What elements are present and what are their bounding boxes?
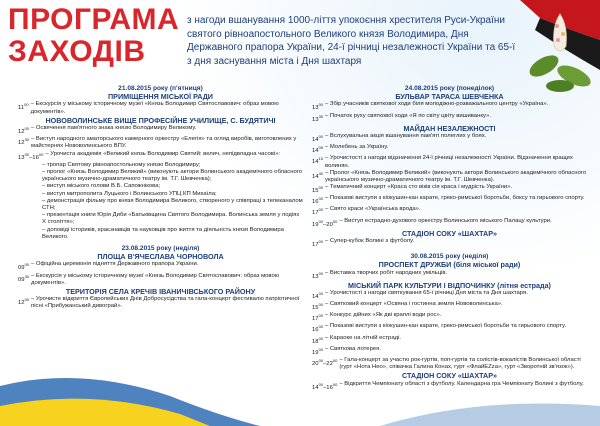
schedule-entry: [312, 155, 587, 169]
venue-heading: СТАДІОН СОКУ «ШАХТАР»: [401, 228, 498, 238]
entry-time: $16^{00}$: [312, 196, 324, 206]
schedule-entry: [312, 170, 587, 184]
entry-text: – Супер-кубок Волині з футболу.: [325, 238, 415, 244]
entry-text: – Освячення пам'ятного знака князю Володимиру Великому.: [31, 125, 197, 132]
entry-time: $14^{00}-16^{00}$: [312, 381, 338, 391]
entry-text: – Виступ естрадно-духового оркестру Волинського міського Палацу культури.: [339, 217, 552, 224]
schedule-entry: [312, 113, 587, 124]
schedule-entry: [312, 301, 587, 312]
entry-time: $13^{00}$: [312, 270, 324, 280]
schedule-entry: [18, 125, 303, 136]
entry-text: – Гала-концерт за участю рок-гуртів, поп-гуртів та солістів-вокалістів Волинської області (гурт «Нота Нео», співачка Галина Конах, гурт «ФлайЕZza», гурт «Зворотній зв'язок»).: [339, 356, 581, 371]
venue-heading: МАЙДАН НЕЗАЛЕЖНОСТІ: [403, 123, 496, 133]
entry-text: – Екскурсія у міському історичному музеї «Князь Володимир Святославович: образ мовою документів».: [30, 101, 279, 115]
entry-text: – Збір учасників святкової ходи біля молодіжно-розважального центру «Україна».: [325, 101, 549, 108]
sub-item: – пролог «Князь Володимир Великий» (виконують актори Волинського академічного обласного українського музично-драматичного театру ім. Т.Г. Шевченка);: [42, 168, 303, 183]
venue-heading: ТЕРИТОРІЯ СЕЛА КРЕЧІВ ІВАНИЧІВСЬКОГО РАЙОНУ: [65, 286, 256, 296]
entry-time: $13^{00}-16^{00}$: [18, 151, 44, 161]
entry-text: – Початок руху святкової ходи «Я по світу цвіту вишиванку».: [325, 112, 491, 119]
title-line-2: ЗАХОДІВ: [8, 35, 146, 68]
title-line-1: ПРОГРАМА: [8, 3, 180, 36]
schedule-entry: [312, 312, 587, 323]
entry-time: $14^{40}$: [312, 170, 324, 180]
entry-text: – Молебень за Україну.: [325, 144, 389, 151]
date-heading: 24.08.2015 року (понеділок): [404, 85, 495, 92]
entry-time: $17^{00}$: [312, 207, 324, 217]
schedule-entry: [312, 206, 587, 217]
entry-text: – Офіційна церемонія підняття Державного прапора України.: [31, 261, 199, 268]
entry-time: $17^{00}$: [312, 313, 324, 323]
entry-time: $18^{00}$: [312, 335, 324, 345]
schedule-entry: [312, 270, 587, 281]
schedule-entry: [312, 218, 587, 229]
entry-time: $20^{00}-22^{00}$: [312, 357, 338, 367]
entry-time: $14^{00}$: [312, 133, 324, 143]
sub-item: – доповіді істориків, краєзнавців та науковців про життя та діяльність князя Володимира Великого.: [42, 226, 284, 240]
entry-text: – Показові виступи з кіокушин-кан карате, греко-римської боротьби та гирьового спорту.: [325, 323, 567, 330]
sub-item: – виступ міського голови В.Б. Сапожнікова;: [42, 183, 161, 190]
entry-text: – Урочиста академія «Великий князь Володимир Святий: велич, непідвладна часові»:: [45, 150, 281, 157]
entry-text: – Конкурс дійних «Як дві краплі води рос».: [325, 312, 442, 319]
entry-text: – Виставка творчих робіт народних умільців.: [325, 269, 448, 276]
sub-item: – презентація книги Юрія Диби «Батьківщина Святого Володимира. Волинська земля у подіях Х століття»;: [42, 212, 300, 226]
entry-time: $14^{15}$: [312, 156, 324, 166]
entry-time: $09^{00}$: [18, 262, 30, 272]
schedule-entry: [18, 296, 303, 310]
entry-time: $19^{00}-20^{00}$: [312, 218, 338, 228]
schedule-entry: [312, 335, 587, 346]
schedule-entry: [312, 184, 587, 195]
entry-time: $11^{00}$: [18, 102, 29, 112]
entry-time: $15^{00}$: [312, 185, 324, 195]
venue-heading: ПРИМІЩЕННЯ МІСЬКОЇ РАДИ: [108, 92, 213, 102]
entry-time: $16^{00}$: [312, 324, 324, 334]
right-column: [312, 84, 587, 392]
entry-text: – Показові виступи з кіокушин-кан карате, греко-римської боротьби, боксу та гирьового спорту.: [325, 195, 585, 202]
entry-text: – Тематичний концерт «Краса сто віків сія краса і мудрість України».: [325, 184, 513, 191]
entry-text: – Виступ народного аматорського камерного оркестру «Елегія» та огляд виробів, виготовлених у майстернях Нововолинського ВПУ.: [31, 136, 297, 150]
schedule-entry: [312, 323, 587, 334]
entry-time: $15^{00}$: [312, 302, 324, 312]
entry-text: – Екскурсія у міському історичному музеї «Князь Володимир Святославович: образ мовою документів».: [31, 272, 280, 286]
program-title: [8, 4, 180, 68]
program-subtitle: з нагоди вшанування 1000-ліття упокоєння хрестителя Руси-України святого рівноапостольного Великого князя Володимира, Дня Державного прапора України, 24-ї річниці незалежності України та 65-ї з дня заснування міста і Дня шахтаря: [187, 15, 516, 67]
entry-time: $12^{00}$: [18, 126, 30, 135]
venue-heading: НОВОВОЛИНСЬКЕ ВИЩЕ ПРОФЕСІЙНЕ УЧИЛИЩЕ, С. БУДЯТИЧІ: [45, 115, 276, 125]
ukraine-flag-wave-decoration: [0, 356, 600, 426]
schedule-entry: [18, 151, 303, 162]
entry-text: – Святкова лотерея.: [325, 345, 381, 352]
schedule-entry: [312, 144, 587, 155]
date-heading: 23.08.2015 року (неділя): [121, 245, 200, 252]
schedule-entry: [18, 261, 303, 272]
schedule-entry: [18, 273, 303, 287]
sub-item: – виступ митрополита Луцького і Волинського УПЦ КП Михаїла;: [42, 190, 217, 197]
left-column: [18, 84, 303, 311]
entry-time: $13^{30}$: [312, 113, 324, 123]
schedule-entry: [18, 101, 303, 115]
entry-text: – Відкриття Чемпіонату області з футболу. Календарна гра Чемпіонату Волині з футболу.: [339, 380, 584, 387]
schedule-entry: [312, 133, 587, 144]
schedule-entry: [312, 195, 587, 206]
entry-time: $14^{00}$: [312, 290, 324, 300]
entry-time: $17^{00}$: [312, 239, 324, 248]
schedule-entry: [312, 238, 587, 249]
venue-heading: МІСЬКИЙ ПАРК КУЛЬТУРИ І ВІДПОЧИНКУ (літня естрада): [348, 280, 551, 290]
entry-text: – Урочисте відкриття Європейських Днів Добросусідства та гала-концерт фестивалю патріотичної пісні «Прибужанський дивограй».: [31, 296, 300, 310]
entry-time: $13^{00}$: [312, 102, 324, 112]
entry-time: $19^{00}$: [312, 346, 324, 356]
entry-text: – Пролог «Князь Володимир Великий» (виконують актори Волинського академічного обласного українського музично-драматичного театру ім. Т.Г. Шевченка).: [325, 169, 587, 183]
entry-text: – Свято краси «Українська врода».: [325, 206, 421, 213]
entry-time: $12^{00}$: [18, 297, 30, 307]
venue-heading: БУЛЬВАР ТАРАСА ШЕВЧЕНКА: [395, 92, 504, 102]
sub-item: – демонстрація фільму про князя Володимира Великого, створеного у співпраці з телеканалом СТН;: [42, 197, 303, 211]
venue-heading: ПЛОЩА В'ЯЧЕСЛАВА ЧОРНОВОЛА: [97, 252, 224, 262]
venue-heading: СТАДІОН СОКУ «ШАХТАР»: [401, 371, 498, 381]
entry-text: – Урочистості з нагоди святкування 65-ї річниці Дня міста та Дня шахтаря.: [325, 289, 528, 296]
entry-text: – Урочистості з нагоди відзначення 24-ї річниці незалежності України. Відзначення кращих волинян.: [325, 155, 573, 169]
entry-time: $12^{30}$: [18, 137, 30, 147]
schedule-entry: [18, 136, 303, 150]
date-heading: 30.08.2015 року (неділя): [410, 253, 489, 261]
venue-heading: ПРОСПЕКТ ДРУЖБИ (біля міської ради): [378, 260, 521, 270]
date-heading: 21.08.2015 року (п'ятниця): [118, 85, 203, 92]
schedule-entry: [312, 290, 587, 301]
sub-item: – тропар Святому рівноапостольному князю Володимиру;: [42, 161, 201, 168]
entry-text: – Караоке на літній естраді.: [325, 334, 401, 341]
entry-text: – Вслухувальна акція вшанування пам'яті полеглих у боях.: [325, 132, 487, 139]
entry-time: $14^{05}$: [312, 145, 324, 155]
entry-text: – Святковий концерт «Освяна і гостинна земля Нововолинська».: [325, 301, 503, 308]
schedule-entry: [312, 101, 587, 112]
entry-time: $09^{30}$: [18, 273, 30, 283]
